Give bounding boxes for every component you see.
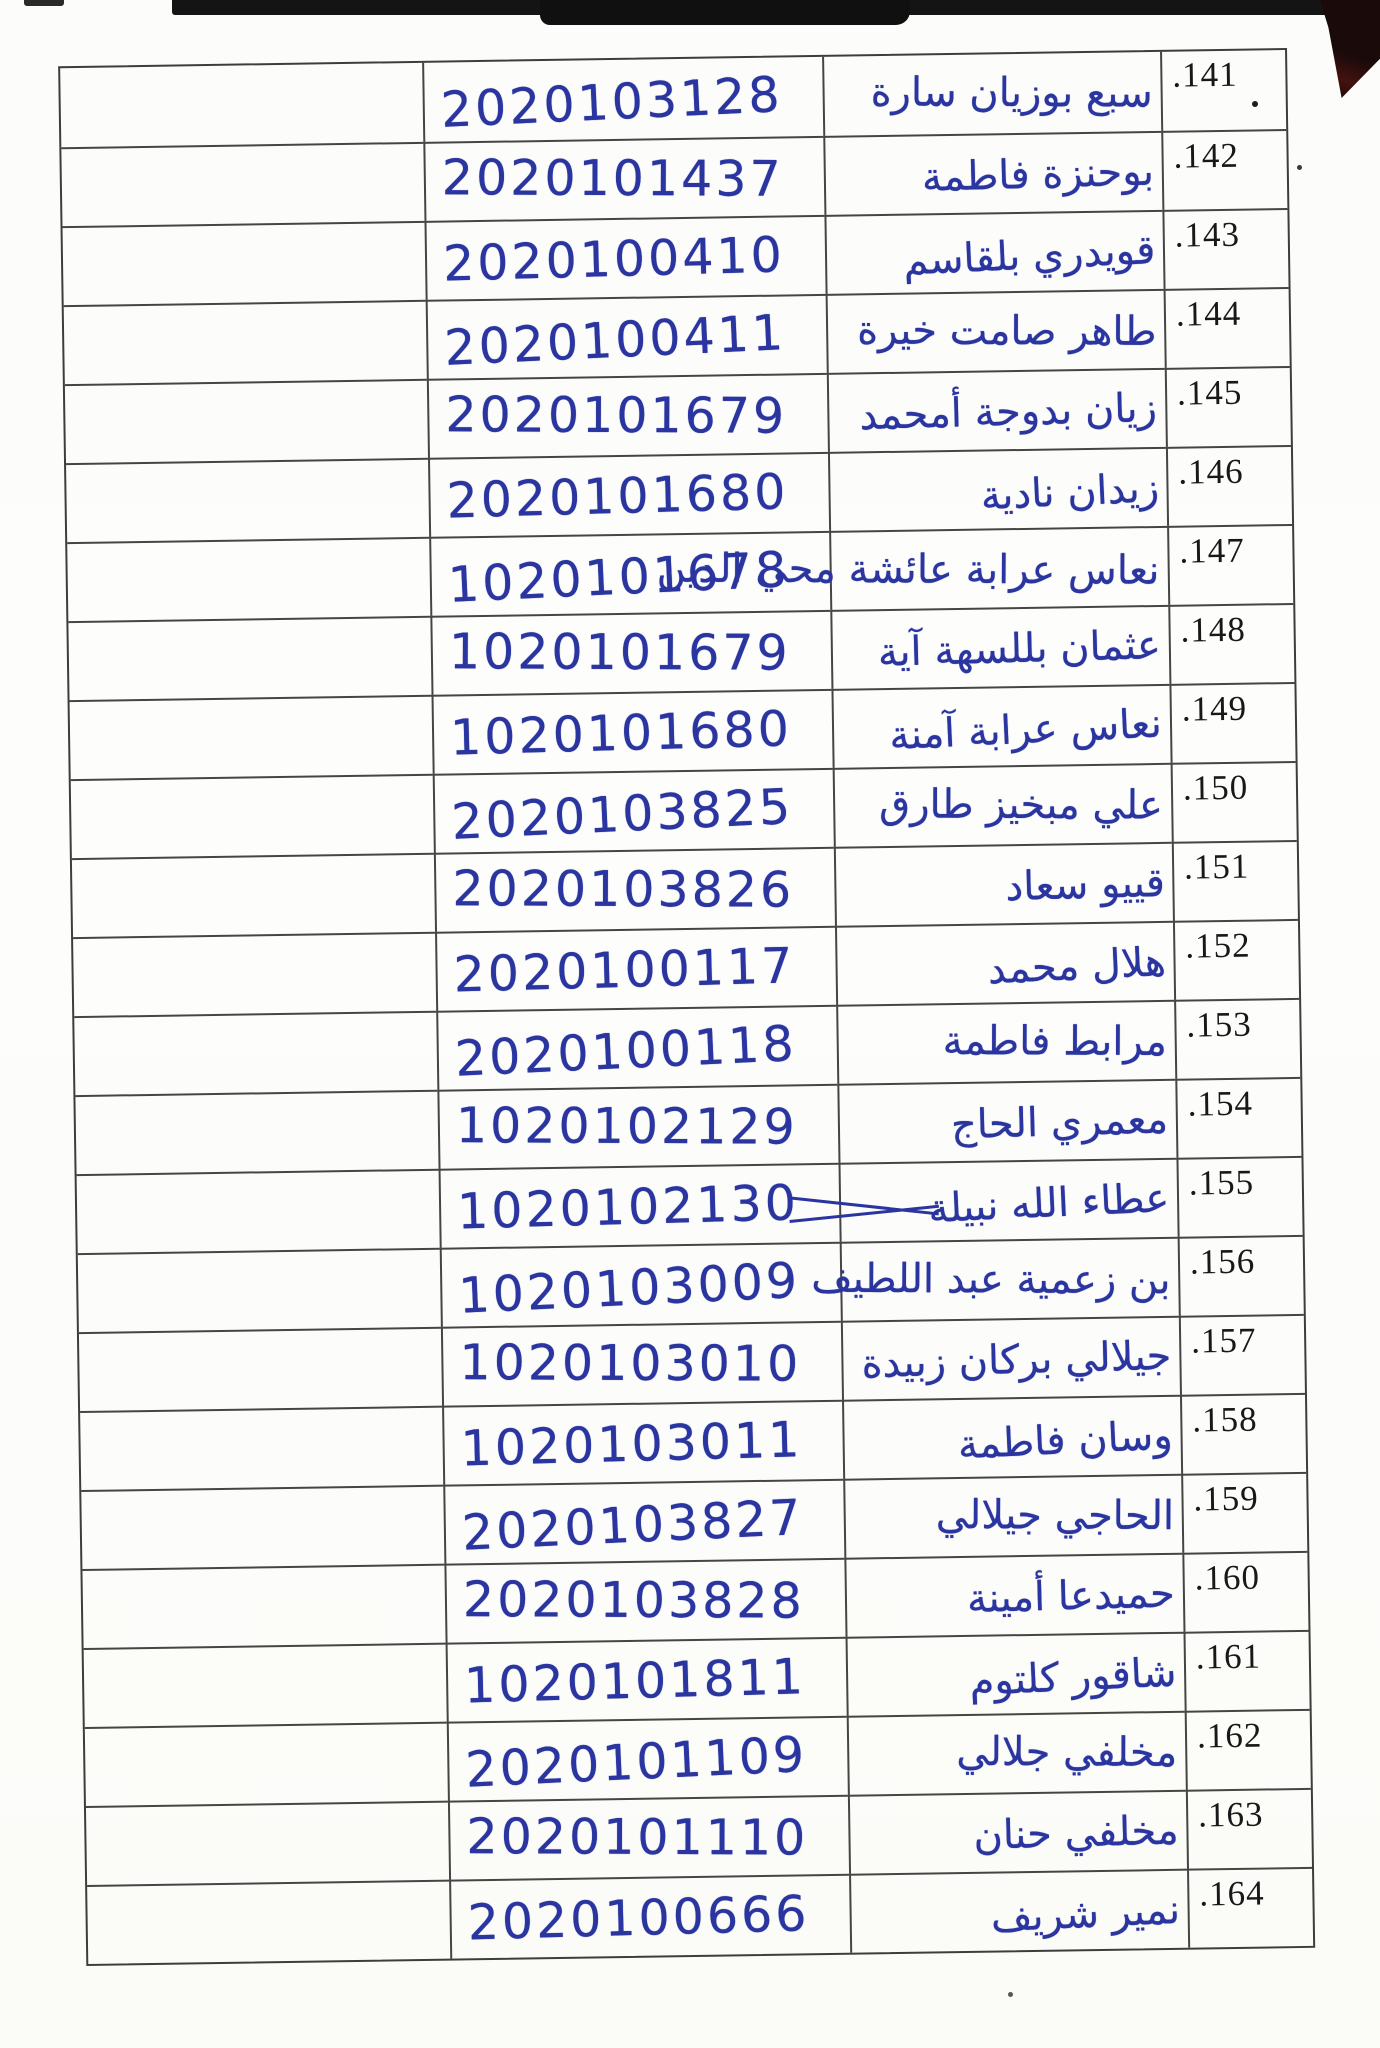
student-name: نمير شريف	[989, 1886, 1181, 1942]
student-id-cell	[442, 1400, 843, 1485]
student-id: 1020101679	[448, 623, 791, 682]
empty-cell	[72, 853, 435, 937]
student-name: هلال محمد	[986, 938, 1167, 993]
student-id-cell	[428, 452, 829, 537]
student-name-cell	[830, 605, 1169, 689]
student-id: 1020101678	[446, 541, 791, 614]
row-number-cell	[1185, 1709, 1311, 1790]
student-name: قييو سعاد	[1004, 859, 1165, 910]
row-number-cell	[1161, 129, 1287, 210]
student-name: بوحنزة فاطمة	[921, 148, 1155, 201]
scan-top-bar-bump	[540, 0, 910, 25]
row-number: .144	[1175, 293, 1242, 334]
student-id-cell	[435, 926, 836, 1011]
student-name-cell	[844, 1553, 1183, 1637]
empty-cell	[68, 616, 431, 700]
row-number-cell	[1165, 366, 1291, 447]
student-name: قويدري بلقاسم	[902, 226, 1157, 285]
student-name-cell	[827, 368, 1166, 452]
scan-corner-fold	[1320, 0, 1380, 98]
row-number: .149	[1181, 688, 1248, 729]
student-name: نعاس عرابة آمنة	[888, 700, 1164, 759]
row-number: .164	[1199, 1873, 1265, 1914]
student-id-cell	[436, 1005, 837, 1090]
student-id: 2020103827	[460, 1488, 805, 1562]
student-id: 2020100411	[443, 304, 788, 377]
row-number: .155	[1188, 1162, 1255, 1203]
row-number-cell	[1160, 50, 1286, 131]
empty-cell	[81, 1485, 444, 1569]
student-id-cell	[446, 1637, 847, 1722]
student-id-cell	[437, 1084, 838, 1169]
row-number: .141	[1172, 54, 1238, 95]
student-id-cell	[430, 610, 831, 695]
row-number-cell	[1179, 1314, 1305, 1395]
student-name-cell	[847, 1711, 1186, 1795]
student-id-cell	[439, 1163, 840, 1248]
student-name-cell	[824, 210, 1163, 294]
row-number: .153	[1186, 1004, 1253, 1045]
row-number: .147	[1179, 530, 1245, 571]
student-name-cell	[848, 1790, 1187, 1874]
student-id: 2020101437	[441, 149, 784, 208]
row-number: .150	[1182, 767, 1249, 808]
student-id: 2020101109	[464, 1725, 809, 1799]
scan-speck	[24, 0, 64, 6]
student-id-cell	[432, 689, 833, 774]
row-number: .154	[1187, 1083, 1254, 1124]
row-number-cell	[1176, 1156, 1302, 1237]
student-name: علي مبخيز طارق	[879, 780, 1164, 829]
student-id: 1020101680	[449, 700, 793, 767]
row-number-cell	[1169, 682, 1295, 763]
row-number-cell	[1166, 445, 1292, 526]
student-name-cell	[846, 1632, 1185, 1716]
row-number: .145	[1176, 372, 1243, 413]
student-name: عطاء الله نبيلة	[927, 1174, 1171, 1232]
student-name: شاقور كلتوم	[967, 1649, 1178, 1705]
student-id: 2020103128	[439, 66, 784, 139]
empty-cell	[77, 1169, 440, 1253]
empty-cell	[61, 142, 424, 226]
student-id: 2020100118	[453, 1015, 798, 1088]
empty-cell	[79, 1327, 442, 1411]
empty-cell	[82, 1564, 445, 1648]
student-id: 2020100666	[466, 1885, 811, 1952]
row-number-cell	[1168, 603, 1294, 684]
student-id-cell	[440, 1242, 841, 1327]
student-id: 2020101680	[445, 463, 790, 530]
empty-cell	[80, 1406, 443, 1490]
empty-cell	[70, 695, 433, 779]
row-number: .148	[1180, 609, 1247, 650]
empty-cell	[66, 458, 429, 542]
student-name: مرابط فاطمة	[942, 1017, 1167, 1065]
student-name-cell	[843, 1474, 1182, 1558]
row-number: .163	[1197, 1794, 1264, 1835]
student-name: نعاس عرابة عائشة محي الدين	[656, 545, 1160, 594]
student-id-cell	[433, 768, 834, 853]
student-id: 1020103011	[459, 1411, 804, 1478]
empty-cell	[78, 1248, 441, 1332]
row-number-cell	[1182, 1551, 1308, 1632]
student-id: 2020100410	[442, 226, 786, 293]
student-name-cell	[656, 526, 1168, 610]
student-name: جيلالي بركان زبيدة	[860, 1332, 1173, 1387]
student-id: 2020103825	[450, 778, 795, 851]
student-id-cell	[441, 1321, 842, 1406]
student-name-cell	[828, 447, 1167, 531]
empty-cell	[84, 1643, 447, 1727]
row-number: .152	[1185, 925, 1251, 966]
student-name: طاهر صامت خيرة	[856, 307, 1157, 355]
empty-cell	[60, 63, 423, 147]
row-number-cell	[1162, 208, 1288, 289]
row-number: .162	[1196, 1715, 1263, 1756]
table-sheet	[58, 48, 1315, 1966]
row-number-cell	[1180, 1393, 1306, 1474]
student-id-cell	[426, 294, 827, 379]
student-name-cell	[837, 1079, 1176, 1163]
student-id-cell	[443, 1479, 844, 1564]
student-name-cell	[831, 684, 1170, 768]
student-name-cell	[841, 1316, 1180, 1400]
student-id: 2020103826	[452, 860, 795, 919]
row-number-cell	[1172, 840, 1298, 921]
stray-ink-dot	[1297, 165, 1302, 170]
student-id: 2020101110	[466, 1808, 809, 1867]
student-id: 2020100117	[452, 937, 797, 1004]
empty-cell	[87, 1880, 450, 1964]
row-number: .158	[1192, 1399, 1258, 1440]
row-number: .142	[1173, 135, 1240, 176]
student-name-cell	[834, 842, 1173, 926]
student-name: سبع بوزيان سارة	[870, 68, 1153, 117]
student-id: 1020103009	[457, 1252, 802, 1325]
row-number: .143	[1174, 214, 1241, 255]
student-name: وسان فاطمة	[956, 1411, 1174, 1468]
row-number: .159	[1193, 1478, 1260, 1519]
empty-cell	[65, 379, 428, 463]
student-name-cell	[836, 1000, 1175, 1084]
student-id: 1020103010	[459, 1334, 802, 1393]
student-id-cell	[424, 215, 825, 300]
row-number-cell	[1183, 1630, 1309, 1711]
row-number-cell	[1178, 1235, 1304, 1316]
student-name: الحاجي جيلالي	[935, 1491, 1174, 1539]
student-id-cell	[448, 1795, 849, 1880]
row-number: .156	[1189, 1241, 1256, 1282]
student-name-cell	[849, 1869, 1188, 1953]
student-id-cell	[427, 373, 828, 458]
student-id-cell	[447, 1716, 848, 1801]
student-name: عثمان بللسهة آية	[877, 621, 1162, 676]
student-name-cell	[833, 763, 1172, 847]
student-id-cell	[444, 1558, 845, 1643]
student-id-cell	[422, 57, 823, 142]
row-number-cell	[1173, 919, 1299, 1000]
empty-cell	[67, 537, 430, 621]
empty-cell	[63, 221, 426, 305]
student-id: 1020102129	[455, 1097, 798, 1156]
empty-cell	[86, 1801, 449, 1885]
student-id-cell	[449, 1874, 850, 1959]
row-number: .161	[1195, 1636, 1262, 1677]
stray-ink-dot	[1008, 1992, 1013, 1997]
student-id: 2020101679	[445, 386, 788, 445]
empty-cell	[71, 774, 434, 858]
student-name-cell	[826, 289, 1165, 373]
empty-cell	[73, 932, 436, 1016]
student-name: معمري الحاج	[950, 1096, 1169, 1148]
student-name: مخلفي حنان	[972, 1807, 1180, 1859]
empty-cell	[74, 1011, 437, 1095]
row-number: .157	[1190, 1320, 1257, 1361]
row-number-cell	[1175, 1077, 1301, 1158]
student-name-cell	[835, 921, 1174, 1005]
empty-cell	[64, 300, 427, 384]
empty-cell	[85, 1722, 448, 1806]
row-number-cell	[1186, 1788, 1312, 1869]
row-number: .146	[1177, 451, 1244, 492]
student-id: 1020101811	[463, 1648, 807, 1715]
student-name: مخلفي جلالي	[956, 1728, 1178, 1776]
student-name: زيان بدوجة أمحمد	[859, 384, 1158, 439]
student-name-cell	[838, 1158, 1177, 1242]
student-name: بن زعمية عبد اللطيف	[810, 1255, 1171, 1303]
student-name: زيدان نادية	[979, 464, 1160, 519]
empty-cell	[75, 1090, 438, 1174]
row-number-cell	[1174, 998, 1300, 1079]
row-number-cell	[1164, 287, 1290, 368]
student-name-cell	[823, 131, 1162, 215]
row-number: .151	[1183, 846, 1250, 887]
table-grid	[58, 48, 1315, 1966]
row-number-cell	[1187, 1867, 1313, 1948]
student-id: 1020102130	[456, 1174, 800, 1241]
student-name-cell	[810, 1237, 1179, 1321]
student-name-cell	[842, 1395, 1181, 1479]
student-name-cell	[822, 52, 1161, 136]
row-number-cell	[1181, 1472, 1307, 1553]
student-name: حميدعا أمينة	[966, 1570, 1176, 1622]
row-number-cell	[1171, 761, 1297, 842]
student-id-cell	[434, 847, 835, 932]
row-number: .160	[1194, 1557, 1261, 1598]
student-id: 2020103828	[462, 1571, 805, 1630]
row-number-cell	[1167, 524, 1293, 605]
student-id-cell	[423, 136, 824, 221]
